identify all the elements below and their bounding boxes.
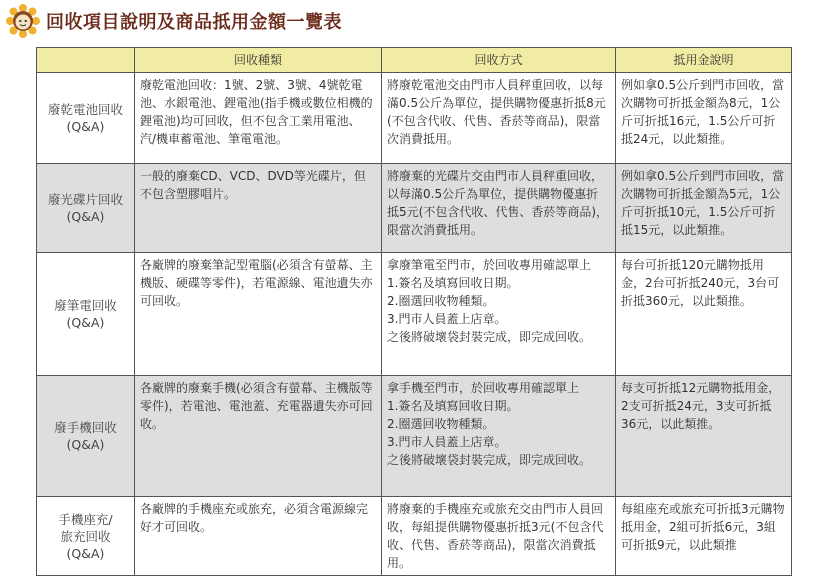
category-label[interactable]: 廢筆電回收 — [54, 298, 117, 313]
category-label[interactable]: 手機座充/ 旅充回收 — [58, 511, 113, 544]
qa-link[interactable]: (Q&A) — [66, 119, 105, 134]
sunflower-mascot-icon — [6, 4, 40, 38]
header-blank — [37, 48, 135, 73]
category-cell[interactable] — [37, 253, 135, 376]
category-label[interactable]: 廢光碟片回收 — [47, 192, 123, 207]
header-method: 回收方式 — [382, 48, 616, 73]
qa-link[interactable]: (Q&A) — [66, 437, 105, 452]
header-types: 回收種類 — [135, 48, 382, 73]
table-row — [37, 73, 792, 164]
qa-link[interactable]: (Q&A) — [66, 209, 105, 224]
table-row — [37, 376, 792, 497]
category-cell[interactable] — [37, 497, 135, 576]
table-header-row — [37, 48, 792, 73]
credit-cell: 每台可折抵120元購物抵用金，2台可折抵240元，3台可折抵360元，以此類推。 — [616, 253, 792, 376]
credit-cell: 每支可折抵12元購物抵用金，2支可折抵24元，3支可折抵36元，以此類推。 — [616, 376, 792, 497]
header-credit: 抵用金說明 — [616, 48, 792, 73]
types-cell: 一般的廢棄CD、VCD、DVD等光碟片，但不包含塑膠唱片。 — [135, 164, 382, 253]
recycling-table — [36, 47, 792, 576]
types-cell: 各廠牌的手機座充或旅充，必須含電源線完好才可回收。 — [135, 497, 382, 576]
qa-link[interactable]: (Q&A) — [66, 315, 105, 330]
types-cell: 各廠牌的廢棄手機(必須含有螢幕、主機版等零件)，若電池、電池蓋、充電器遺失亦可回收。 — [135, 376, 382, 497]
credit-cell: 例如拿0.5公斤到門市回收，當次購物可折抵金額為5元，1公斤可折抵10元，1.5公斤可折抵15元，以此類推。 — [616, 164, 792, 253]
table-row — [37, 164, 792, 253]
table-row — [37, 253, 792, 376]
recycling-table-container — [36, 47, 791, 569]
qa-link[interactable]: (Q&A) — [66, 545, 105, 561]
category-label[interactable]: 廢乾電池回收 — [47, 102, 123, 117]
page-title: 回收項目說明及商品抵用金額一覽表 — [46, 12, 342, 33]
category-cell[interactable] — [37, 164, 135, 253]
category-cell[interactable] — [37, 376, 135, 497]
types-cell: 各廠牌的廢棄筆記型電腦(必須含有螢幕、主機版、硬碟等零件)，若電源線、電池遺失亦可回收。 — [135, 253, 382, 376]
method-cell: 將廢棄的手機座充或旅充交由門市人員回收，每組提供購物優惠折抵3元(不包含代收、代售、香菸等商品)，限當次消費抵用。 — [382, 497, 616, 576]
method-cell: 將廢乾電池交由門市人員秤重回收，以每滿0.5公斤為單位，提供購物優惠折抵8元(不包含代收、代售、香菸等商品)，限當次消費抵用。 — [382, 73, 616, 164]
types-cell: 廢乾電池回收：1號、2號、3號、4號乾電池、水銀電池、鋰電池(指手機或數位相機的鋰電池)均可回收，但不包含工業用電池、汽/機車蓄電池、筆電電池。 — [135, 73, 382, 164]
method-cell: 拿廢筆電至門市，於回收專用確認單上 1.簽名及填寫回收日期。 2.圈選回收物種類。 3.門市人員蓋上店章。 之後將破壞袋封裝完成，即完成回收。 — [382, 253, 616, 376]
method-cell: 拿手機至門市，於回收專用確認單上 1.簽名及填寫回收日期。 2.圈選回收物種類。 3.門市人員蓋上店章。 之後將破壞袋封裝完成，即完成回收。 — [382, 376, 616, 497]
method-cell: 將廢棄的光碟片交由門市人員秤重回收，以每滿0.5公斤為單位，提供購物優惠折抵5元(不包含代收、代售、香菸等商品)，限當次消費抵用。 — [382, 164, 616, 253]
credit-cell: 每組座充或旅充可折抵3元購物抵用金，2組可折抵6元，3組可折抵9元，以此類推 — [616, 497, 792, 576]
category-label[interactable]: 廢手機回收 — [54, 420, 117, 435]
table-row — [37, 497, 792, 576]
category-cell[interactable] — [37, 73, 135, 164]
credit-cell: 例如拿0.5公斤到門市回收，當次購物可折抵金額為8元，1公斤可折抵16元，1.5公斤可折抵24元，以此類推。 — [616, 73, 792, 164]
header — [6, 2, 342, 40]
